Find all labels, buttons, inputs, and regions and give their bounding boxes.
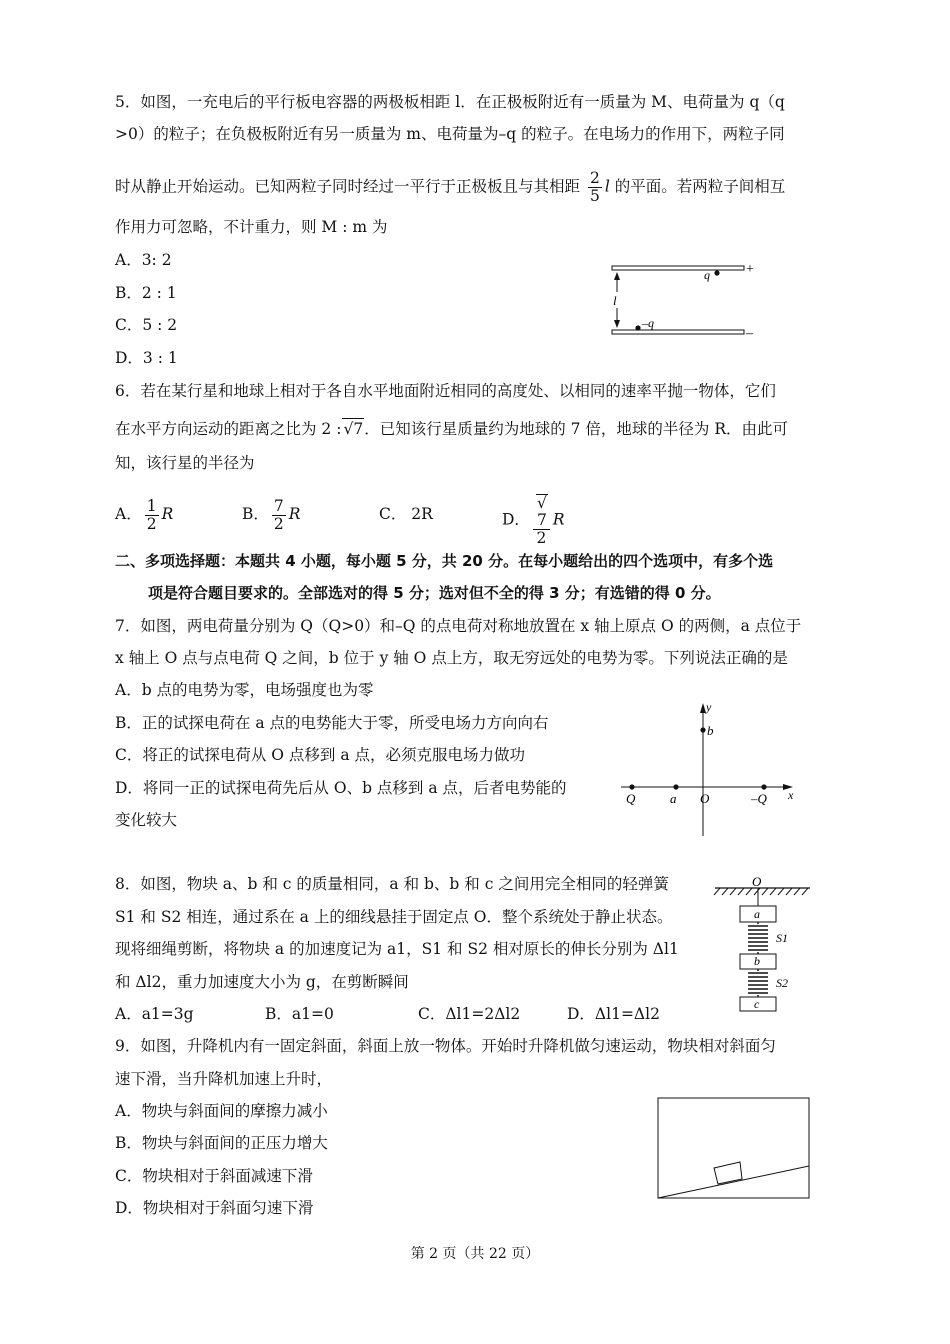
q6-b-den: 2 (273, 514, 284, 533)
q6-d-r: R (552, 510, 565, 529)
capacitor-figure (600, 258, 770, 342)
minus-sign: – (746, 326, 753, 341)
q5-fraction (588, 170, 602, 205)
q5-line3-text-b: 的平面。若两粒子间相互 (614, 177, 786, 196)
point-a (673, 784, 678, 789)
q9-option-b: B．物块与斜面间的正压力增大 (115, 1134, 328, 1152)
negative-plate (612, 330, 744, 334)
q5-option-a: A．3: 2 (115, 251, 172, 269)
q6-line1: 6．若在某行星和地球上相对于各自水平地面附近相同的高度处、以相同的速率平抛一物体，它们 (115, 382, 776, 400)
q6-option-a (115, 494, 173, 534)
q5-line3-text-a: 时从静止开始运动。已知两粒子同时经过一平行于正极板且与其相距 (115, 177, 581, 196)
l-label: l (613, 293, 617, 308)
charge-minus-q (761, 784, 766, 789)
spring-s2 (748, 969, 768, 997)
q6-line3: 知，该行星的半径为 (115, 454, 255, 472)
q8-option-b: B．a1=0 (265, 1005, 334, 1023)
elevator-box (658, 1098, 809, 1198)
q5-line2: >0）的粒子；在负极板附近有另一质量为 m、电荷量为–q 的粒子。在电场力的作用下，两粒子同 (115, 125, 785, 143)
o-label: O (752, 874, 762, 889)
a-label: a (670, 791, 677, 806)
q6-sqrt-value: 7 (353, 420, 364, 438)
q6-line2-text-b: ．已知该行星质量约为地球的 7 倍，地球的半径为 R．由此可 (364, 420, 789, 438)
q9-option-a: A．物块与斜面间的摩擦力减小 (115, 1102, 328, 1120)
q8-line4: 和 Δl2，重力加速度大小为 g，在剪断瞬间 (115, 973, 409, 991)
q7-option-c: C．将正的试探电荷从 O 点移到 a 点，必须克服电场力做功 (115, 746, 526, 764)
y-label: y (706, 700, 712, 714)
q6-line2 (115, 418, 788, 439)
q6-option-d (502, 494, 565, 547)
block-a-label: a (754, 907, 760, 921)
minus-q-charge-label: –Q (751, 791, 767, 806)
s2-label: S2 (776, 976, 788, 990)
q-charge-label: Q (626, 791, 636, 806)
q9-option-d: D．物块相对于斜面匀速下滑 (115, 1199, 314, 1217)
ceiling-hatch (714, 888, 808, 895)
origin-label: O (700, 791, 710, 806)
q6-d-sqrt-value: 7 (536, 511, 547, 529)
negative-particle (635, 325, 640, 330)
q8-line3: 现将细绳剪断，将物块 a 的加速度记为 a1，S1 和 S2 相对原长的伸长分别为 Δl1 (115, 940, 679, 958)
q6-a-num: 1 (146, 496, 157, 515)
q5-line4: 作用力可忽略，不计重力，则 M : m 为 (115, 218, 388, 236)
q8-line1: 8．如图，物块 a、b 和 c 的质量相同，a 和 b、b 和 c 之间用完全相同的轻弹簧 (115, 875, 669, 893)
page-footer: 第 2 页（共 22 页） (410, 1246, 540, 1262)
positive-particle (714, 270, 719, 275)
q6-sqrt: √7 (343, 420, 364, 438)
minus-q-label: –q (642, 316, 654, 330)
q6-line2-text-a: 在水平方向运动的距离之比为 2 : (115, 420, 342, 438)
q9-line2: 速下滑，当升降机加速上升时， (115, 1070, 333, 1088)
q6-option-c: C． 2R (379, 505, 433, 523)
plus-sign: + (746, 262, 754, 277)
s1-label: S1 (776, 931, 788, 945)
q9-line1: 9．如图，升降机内有一固定斜面，斜面上放一物体。开始时升降机做匀速运动，物块相对斜面匀 (115, 1037, 776, 1055)
block-c-label: c (754, 997, 760, 1011)
q8-option-c: C．Δl1=2Δl2 (418, 1005, 521, 1023)
q6-b-num: 7 (273, 496, 284, 515)
charge-axes-figure (615, 697, 805, 839)
block-b-label: b (754, 954, 760, 968)
q7-option-d2: 变化较大 (115, 811, 178, 829)
q6-a-den: 2 (146, 514, 157, 533)
q7-option-a: A．b 点的电势为零，电场强度也为零 (115, 681, 374, 699)
q6-b-r: R (288, 505, 301, 523)
elevator-incline-figure (656, 1095, 814, 1203)
q5-line1: 5．如图，一充电后的平行板电容器的两极板相距 l．在正极板附近有一质量为 M、电荷量为 q（q (115, 93, 785, 111)
q5-line3 (115, 170, 785, 205)
q8-line2: S1 和 S2 相连，通过系在 a 上的细线悬挂于固定点 O．整个系统处于静止状态。 (115, 908, 673, 926)
q8-option-d: D．Δl1=Δl2 (567, 1005, 660, 1023)
q6-d-sqrt: √ 7 (536, 494, 547, 529)
q6-option-b (242, 494, 300, 534)
q6-d-label: D． (502, 510, 530, 529)
q6-d-frac (533, 494, 550, 547)
q7-option-d1: D．将同一正的试探电荷先后从 O、b 点移到 a 点，后者电势能的 (115, 779, 567, 797)
q6-a-frac (145, 498, 159, 533)
q6-d-num (533, 494, 550, 530)
q-label: q (704, 268, 710, 282)
arrow-down-icon (614, 320, 620, 328)
spring-blocks-figure (710, 870, 820, 1016)
section2-line2: 项是符合题目要求的。全部选对的得 5 分；选对但不全的得 3 分；有选错的得 0 分。 (148, 584, 721, 602)
q6-a-r: R (161, 505, 174, 523)
q8-option-a: A．a1=3g (115, 1005, 194, 1023)
q7-line2: x 轴上 O 点与点电荷 Q 之间，b 位于 y 轴 O 点上方，取无穷远处的电势为零。下列说法正确的是 (115, 649, 788, 667)
q6-b-label: B． (242, 505, 269, 523)
spring-s1 (748, 922, 768, 954)
q7-line1: 7．如图，两电荷量分别为 Q（Q>0）和–Q 的点电荷对称地放置在 x 轴上原点 O 的两侧，a 点位于 (115, 617, 802, 635)
positive-plate (612, 266, 744, 270)
q5-option-b: B．2 : 1 (115, 284, 177, 302)
charge-q (629, 784, 634, 789)
x-label: x (788, 788, 794, 802)
q6-a-label: A． (115, 505, 142, 523)
q6-d-den: 2 (536, 529, 547, 547)
q7-option-b: B．正的试探电荷在 a 点的电势能大于零，所受电场力方向向右 (115, 714, 549, 732)
arrow-up-icon (614, 272, 620, 280)
q5-option-c: C．5 : 2 (115, 316, 178, 334)
q5-frac-num: 2 (589, 169, 600, 187)
b-label: b (707, 723, 714, 738)
q5-frac-var: l (604, 177, 610, 196)
section2-line1: 二、多项选择题：本题共 4 小题，每小题 5 分，共 20 分。在每小题给出的四个选项中，有多个选 (115, 552, 774, 570)
q6-b-frac (272, 498, 286, 533)
q5-option-d: D．3 : 1 (115, 349, 178, 367)
q5-frac-den: 5 (589, 187, 600, 205)
q9-option-c: C．物块相对于斜面减速下滑 (115, 1167, 313, 1185)
point-b (700, 727, 705, 732)
